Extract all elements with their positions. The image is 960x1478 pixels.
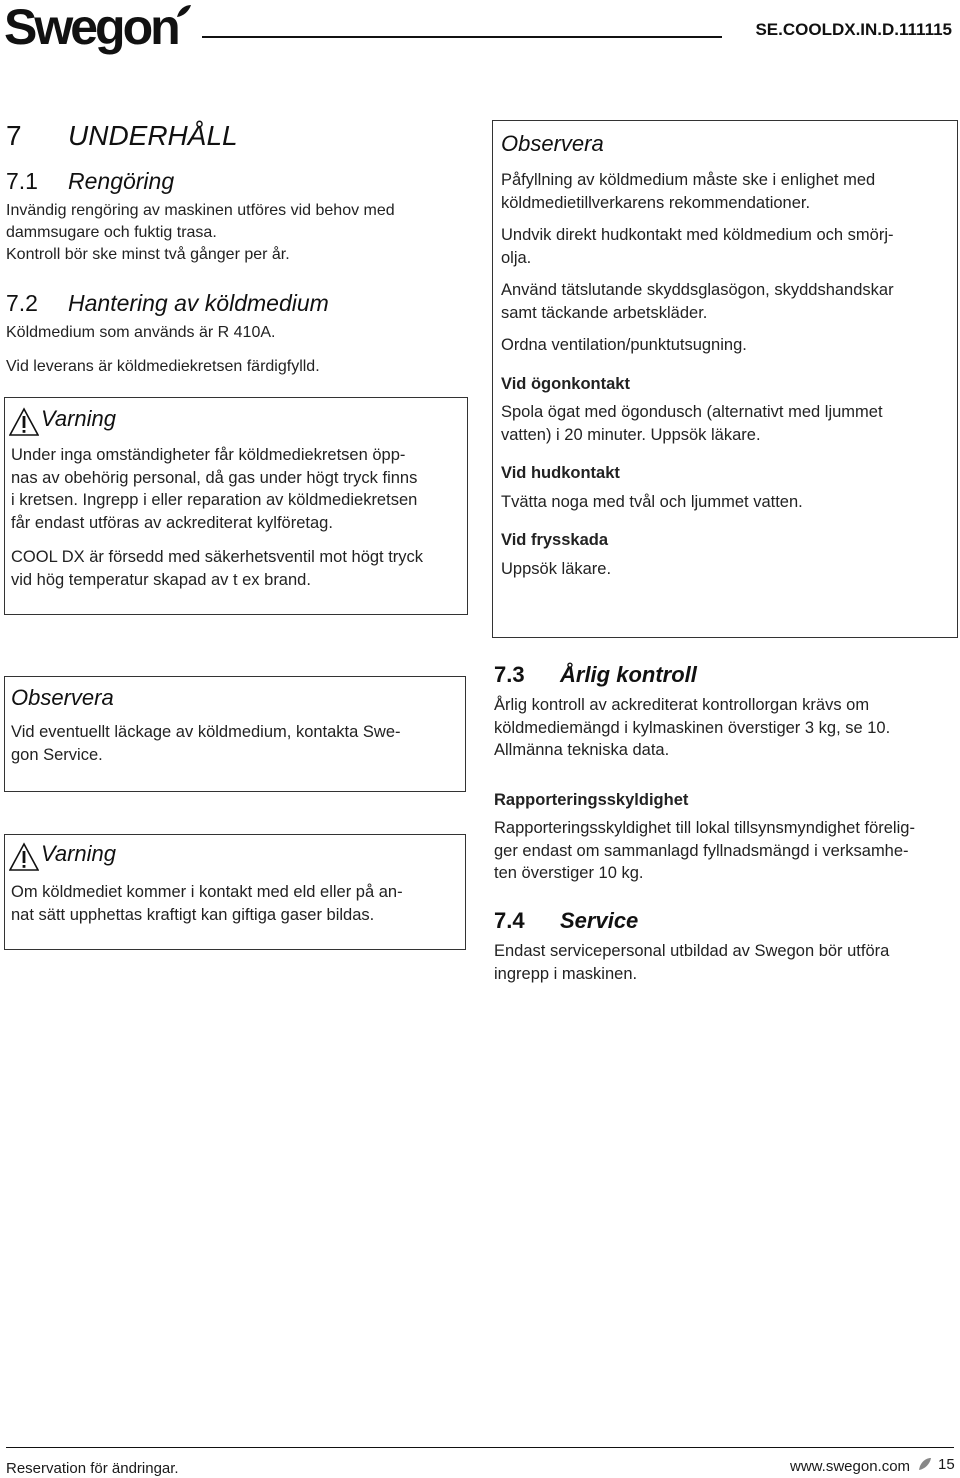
- paragraph-line: Vid eventuellt läckage av köldmedium, kontakta Swe-: [11, 723, 401, 741]
- logo-leaf-icon: [176, 4, 192, 18]
- warning-triangle-icon: [9, 407, 39, 437]
- section-7-3-text: [494, 694, 956, 885]
- paragraph-line: Invändig rengöring av maskinen utföres vid behov med: [6, 202, 395, 219]
- paragraph-line: Tvätta noga med tvål och ljummet vatten.: [501, 492, 803, 511]
- observera-box-right: [492, 120, 958, 638]
- paragraph-line: COOL DX är försedd med säkerhetsventil mot högt tryck: [11, 548, 424, 566]
- paragraph-line: Påfyllning av köldmedium måste ske i enlighet med: [501, 171, 876, 189]
- section-7-2-heading: [6, 290, 329, 317]
- header-rule: [202, 36, 722, 38]
- warning-title: Varning: [41, 841, 117, 866]
- paragraph-line: i kretsen. Ingrepp i eller reparation av köldmediekretsen: [11, 491, 418, 509]
- page-number: 15: [938, 1456, 955, 1473]
- paragraph-line: köldmedietillverkarens rekommendationer.: [501, 193, 811, 212]
- paragraph-line: Vid leverans är köldmediekretsen färdigfylld.: [6, 358, 320, 375]
- subheading-skin-contact: Vid hudkontakt: [501, 464, 620, 482]
- section-title: Årlig kontroll: [560, 662, 697, 687]
- section-number: 7.2: [6, 290, 38, 316]
- paragraph-line: Spola ögat med ögondusch (alternativt med ljummet: [501, 403, 883, 421]
- observera-text: [11, 721, 461, 766]
- footer-url[interactable]: www.swegon.com: [790, 1458, 911, 1475]
- observera-title: Observera: [501, 131, 604, 156]
- paragraph-line: ingrepp i maskinen.: [494, 964, 638, 983]
- paragraph-line: Undvik direkt hudkontakt med köldmedium och smörj-: [501, 226, 894, 244]
- paragraph-line: Årlig kontroll av ackrediterat kontrollorgan krävs om: [494, 696, 870, 714]
- warning-text: [11, 881, 461, 926]
- section-title: Hantering av köldmedium: [68, 290, 329, 316]
- paragraph-line: samt täckande arbetskläder.: [501, 303, 708, 322]
- paragraph-line: Köldmedium som används är R 410A.: [6, 324, 276, 341]
- subheading-eye-contact: Vid ögonkontakt: [501, 374, 630, 393]
- paragraph-line: dammsugare och fuktig trasa.: [6, 224, 217, 241]
- paragraph-line: Använd tätslutande skyddsglasögon, skyddshandskar: [501, 281, 894, 299]
- warning-title: Varning: [41, 406, 117, 431]
- section-7-1-heading: [6, 168, 174, 195]
- paragraph-line: Under inga omständigheter får köldmediekretsen öpp-: [11, 446, 406, 464]
- paragraph-line: gon Service.: [11, 745, 103, 764]
- subheading-reporting: Rapporteringsskyldighet: [494, 790, 689, 809]
- paragraph-line: Rapporteringsskyldighet till lokal tillsynsmyndighet förelig-: [494, 819, 915, 837]
- paragraph-line: Uppsök läkare.: [501, 559, 612, 578]
- observera-text: [501, 169, 953, 580]
- section-7-3-heading: [494, 662, 697, 688]
- swegon-logo: Swegon: [4, 0, 178, 55]
- warning-triangle-icon: [9, 842, 39, 872]
- section-number: 7.1: [6, 168, 38, 194]
- section-7-1-text: [6, 200, 466, 266]
- paragraph-line: Om köldmediet kommer i kontakt med eld eller på an-: [11, 883, 403, 901]
- warning-box: [4, 834, 466, 950]
- paragraph-line: vatten) i 20 minuter. Uppsök läkare.: [501, 425, 761, 444]
- section-title: Service: [560, 908, 639, 933]
- section-number: 7.3: [494, 662, 525, 687]
- footer-rule: [6, 1447, 954, 1448]
- section-title: UNDERHÅLL: [68, 120, 238, 151]
- paragraph-line: Endast servicepersonal utbildad av Swegon bör utföra: [494, 942, 890, 960]
- footer-disclaimer: Reservation för ändringar.: [6, 1460, 179, 1477]
- section-7-heading: [6, 120, 238, 152]
- subheading-frostbite: Vid frysskada: [501, 531, 609, 549]
- paragraph-line: vid hög temperatur skapad av t ex brand.: [11, 570, 311, 589]
- section-number: 7: [6, 120, 22, 151]
- warning-header: [9, 841, 116, 872]
- paragraph-line: nas av obehörig personal, då gas under högt tryck finns: [11, 468, 418, 487]
- paragraph-line: ten överstiger 10 kg.: [494, 864, 644, 882]
- paragraph-line: får endast utföras av ackrediterat kylföretag.: [11, 513, 333, 532]
- section-7-4-text: [494, 940, 956, 985]
- paragraph-line: olja.: [501, 248, 532, 267]
- paragraph-line: nat sätt upphettas kraftigt kan giftiga gaser bildas.: [11, 905, 375, 924]
- section-7-4-heading: [494, 908, 638, 934]
- warning-text: [11, 444, 463, 591]
- paragraph-line: ger endast om sammanlagd fyllnadsmängd i verksamhe-: [494, 841, 909, 860]
- paragraph-line: Ordna ventilation/punktutsugning.: [501, 336, 747, 354]
- section-title: Rengöring: [68, 168, 175, 194]
- warning-box: [4, 397, 468, 615]
- observera-box-left: [4, 676, 466, 792]
- paragraph-line: köldmediemängd i kylmaskinen överstiger 3 kg, se 10.: [494, 718, 891, 737]
- warning-header: [9, 406, 116, 437]
- observera-title: Observera: [11, 685, 114, 710]
- paragraph-line: Kontroll bör ske minst två gånger per år.: [6, 246, 290, 263]
- paragraph-line: Allmänna tekniska data.: [494, 741, 670, 759]
- document-id: SE.COOLDX.IN.D.111115: [755, 20, 952, 39]
- section-number: 7.4: [494, 908, 525, 933]
- logo-leaf-icon: [918, 1457, 932, 1471]
